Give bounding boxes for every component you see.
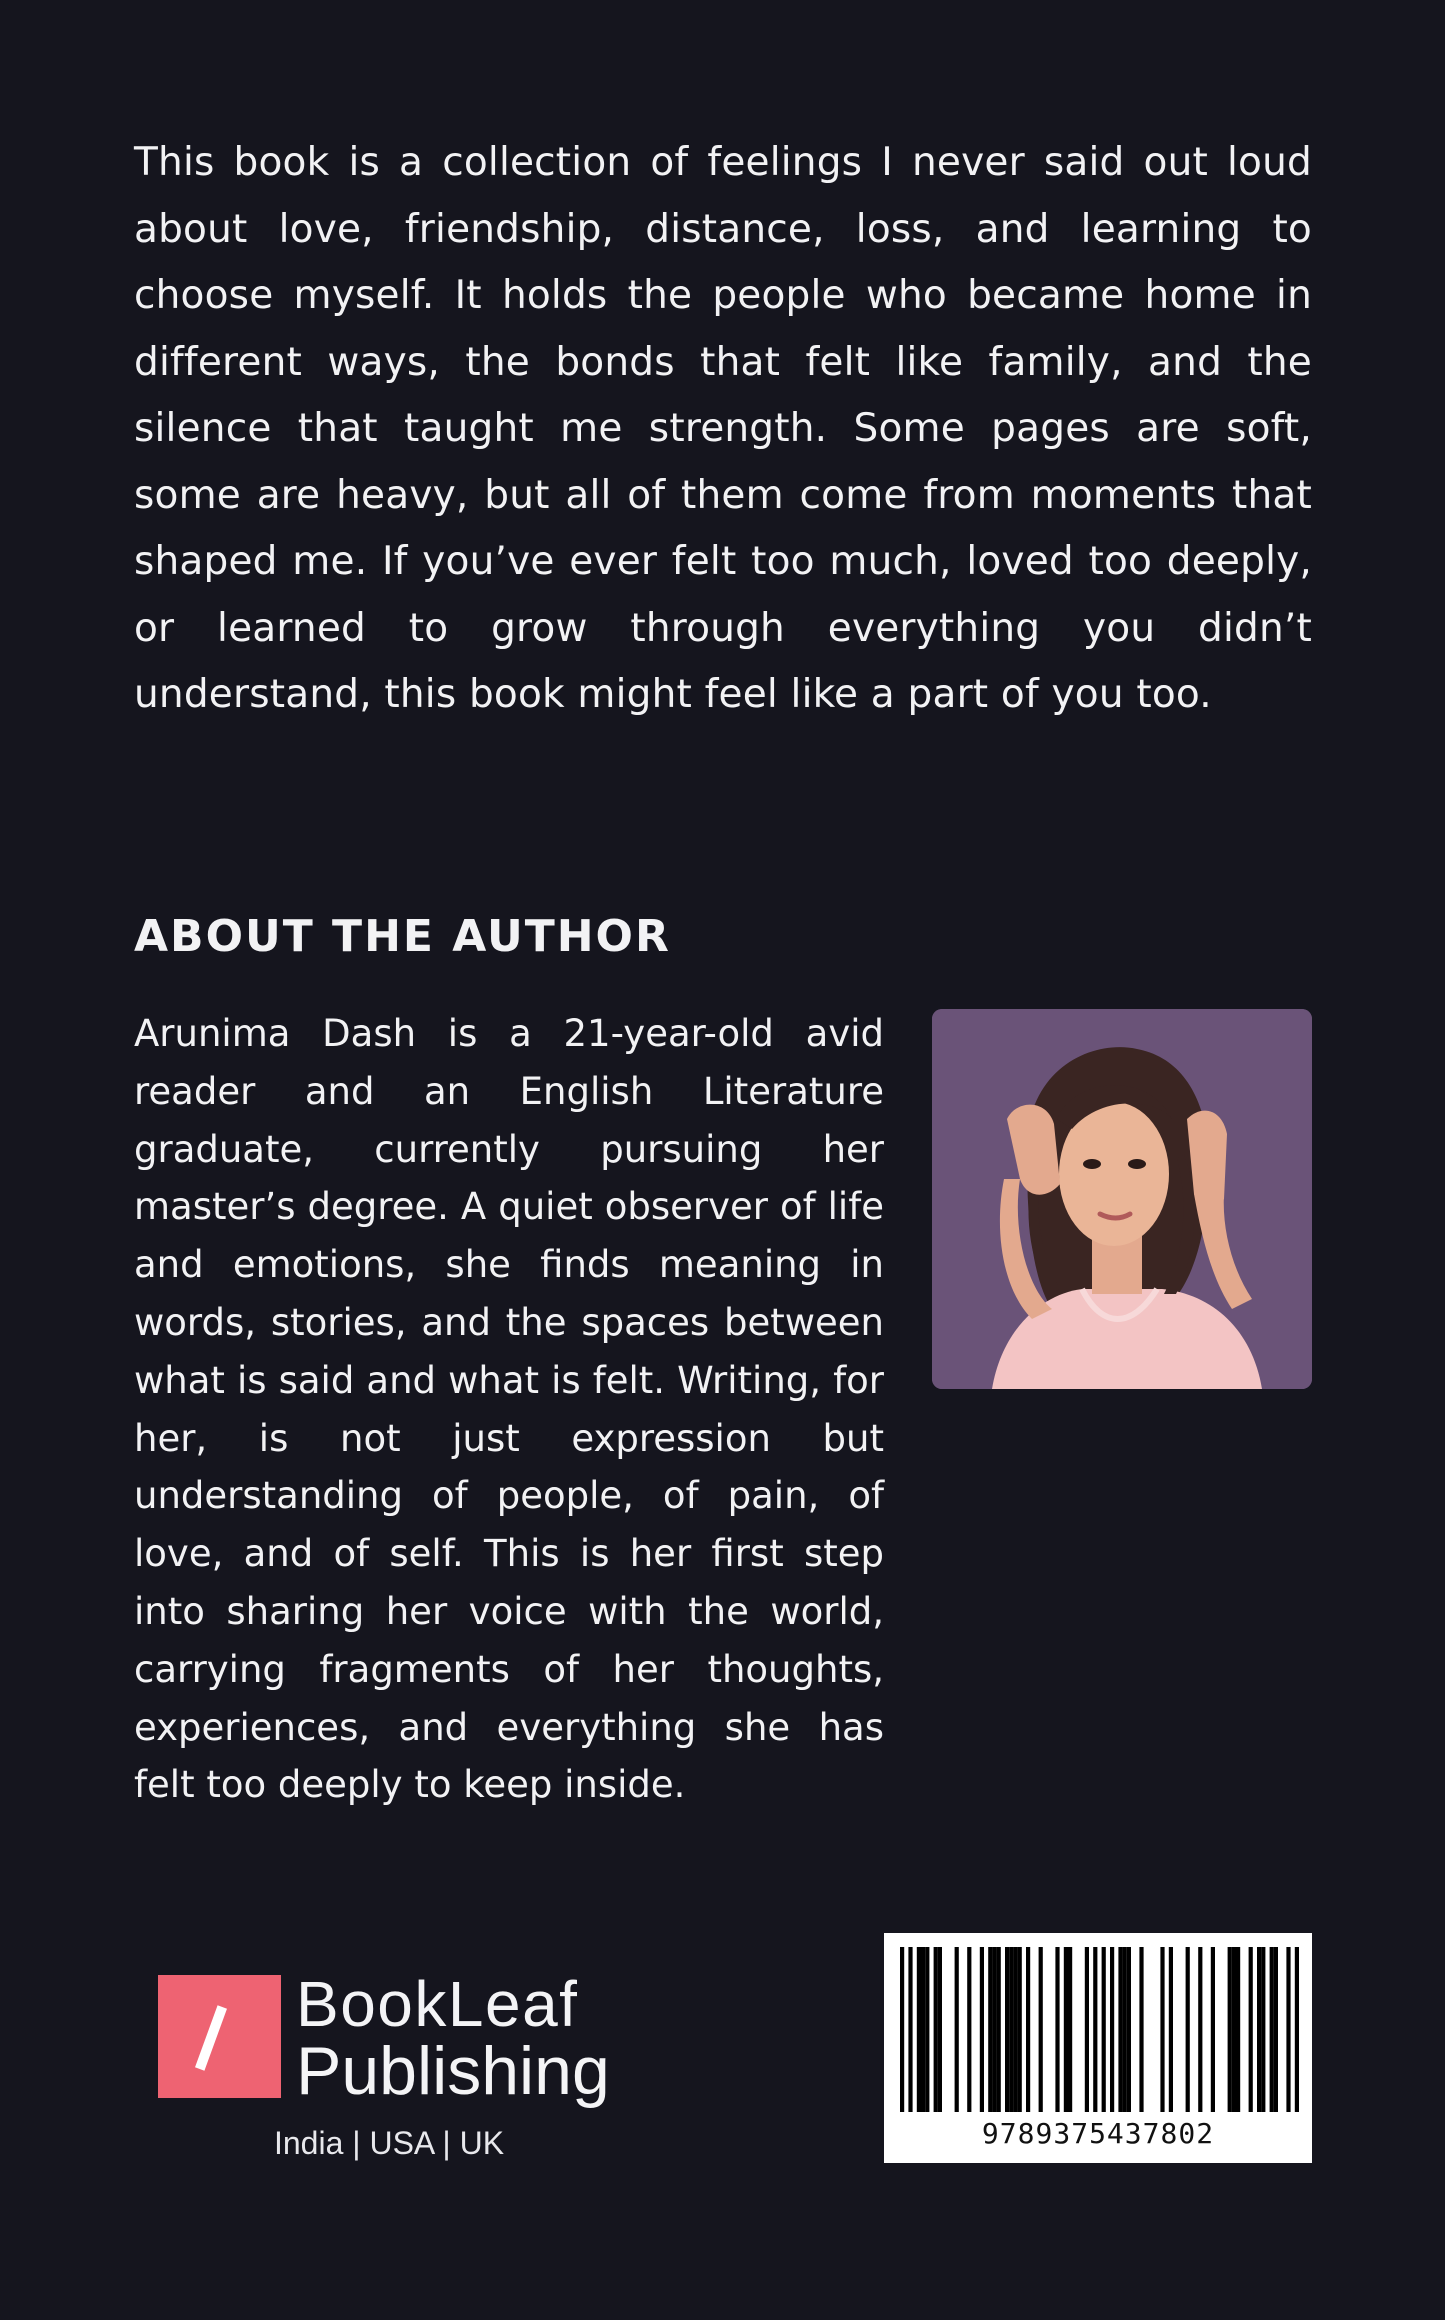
publisher-logo: [158, 1968, 610, 2161]
barcode-bar: [980, 1947, 984, 2112]
barcode-bar: [1123, 1947, 1127, 2112]
barcode-bar: [1160, 1947, 1164, 2112]
barcode-bar: [967, 1947, 971, 2112]
publisher-logo-mark: [158, 1975, 281, 2098]
barcode-bar: [934, 1947, 938, 2112]
barcode-bar: [1236, 1947, 1240, 2112]
barcode-bar: [1228, 1947, 1232, 2112]
barcode-bar: [955, 1947, 959, 2112]
barcode-bar: [917, 1947, 921, 2112]
barcode-bar: [1068, 1947, 1072, 2112]
barcode-bar: [1198, 1947, 1202, 2112]
barcode-bar: [1009, 1947, 1013, 2112]
barcode-bar: [1093, 1947, 1097, 2112]
publisher-regions: India | USA | UK: [273, 2125, 505, 2161]
publisher-name-line2: Publishing: [296, 2033, 610, 2109]
barcode-bar: [1039, 1947, 1043, 2112]
isbn-barcode: [884, 1933, 1312, 2163]
barcode-bar: [1211, 1947, 1215, 2112]
barcode-bar: [908, 1947, 912, 2112]
barcode-bar: [1085, 1947, 1089, 2112]
barcode-bar: [925, 1947, 929, 2112]
author-photo: [932, 1009, 1312, 1389]
barcode-bar: [1005, 1947, 1009, 2112]
slash-icon: [195, 2005, 227, 2070]
barcode-bar: [1013, 1947, 1017, 2112]
barcode-bar: [1286, 1947, 1290, 2112]
back-cover-blurb: This book is a collection of feelings I never said out loud about love, friendship, distance, loss, and learning to choose myself. It holds the people who became home in different ways, the bonds that felt like family, and the silence that taught me strength. Some pages are soft, some are heavy, but all of them come from moments that shaped me. If you’ve ever felt too much, loved too deeply, or learned to grow through everything you didn’t understand, this book might feel like a part of you too.: [134, 140, 1312, 717]
barcode-bar: [1295, 1947, 1299, 2112]
barcode-bar: [1270, 1947, 1274, 2112]
barcode-bar: [1064, 1947, 1068, 2112]
barcode-bar: [1018, 1947, 1022, 2112]
barcode-bar: [1169, 1947, 1173, 2112]
barcode-bar: [1118, 1947, 1122, 2112]
barcode-bar: [1110, 1947, 1114, 2112]
barcode-bar: [1139, 1947, 1143, 2112]
barcode-bar: [988, 1947, 992, 2112]
barcode-bar: [992, 1947, 996, 2112]
about-author-heading: ABOUT THE AUTHOR: [134, 911, 671, 962]
barcode-bar: [938, 1947, 942, 2112]
barcode-bar: [1257, 1947, 1261, 2112]
barcode-bar: [1127, 1947, 1131, 2112]
barcode-bar: [921, 1947, 925, 2112]
barcode-bar: [997, 1947, 1001, 2112]
barcode-bar: [1026, 1947, 1030, 2112]
publisher-name-line1: BookLeaf: [296, 1968, 579, 2040]
isbn-number: 9789375437802: [981, 2117, 1215, 2150]
barcode-bar: [1186, 1947, 1190, 2112]
barcode-bar: [1261, 1947, 1265, 2112]
barcode-bar: [1055, 1947, 1059, 2112]
author-bio: Arunima Dash is a 21-year-old avid reader and an English Literature graduate, currently pursuing her master’s degree. A quiet observer of life and emotions, she finds meaning in words, stories, and the spaces between what is said and what is felt. Writing, for her, is not just expression but understanding of people, of pain, of love, and of self. This is her first step into sharing her voice with the world, carrying fragments of her thoughts, experiences, and everything she has felt too deeply to keep inside.: [134, 1012, 884, 1807]
barcode-bar: [900, 1947, 904, 2112]
barcode-bar: [1232, 1947, 1236, 2112]
barcode-bar: [1249, 1947, 1253, 2112]
barcode-bar: [1102, 1947, 1106, 2112]
barcode-bar: [1274, 1947, 1278, 2112]
